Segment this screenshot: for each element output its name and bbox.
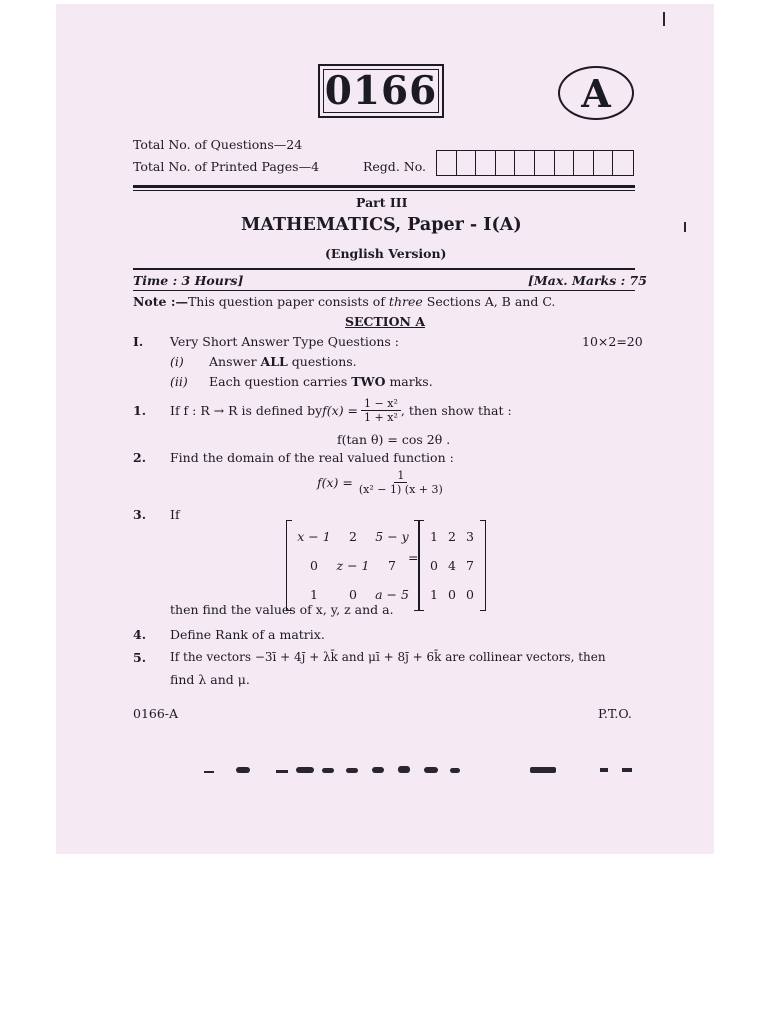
scan-artifact — [450, 768, 460, 773]
scan-artifact — [600, 768, 608, 772]
q1-numerator: 1 − x² — [361, 397, 401, 411]
scan-artifact — [684, 222, 686, 232]
instruction-i-text-a: Answer — [209, 354, 261, 369]
instruction-ii — [209, 374, 433, 389]
q5-text: If the vectors −3ī + 4j̄ + λk̄ and μī + 8j̄ + 6k̄ are collinear vectors, then — [170, 650, 606, 664]
total-questions: Total No. of Questions—24 — [133, 137, 303, 152]
matrix-cell: 3 — [466, 529, 474, 544]
q2-function — [317, 465, 446, 499]
q1-number: 1. — [133, 403, 147, 418]
q2-denominator: (x² − 1) (x + 3) — [358, 482, 443, 496]
regd-digit-box — [476, 151, 496, 175]
scan-artifact — [346, 768, 358, 773]
regd-digit-box — [437, 151, 457, 175]
footer-pto: P.T.O. — [598, 706, 632, 721]
set-letter: A — [581, 70, 611, 116]
matrix-cell: 0 — [430, 558, 438, 573]
q5-text-line2: find λ and μ. — [170, 672, 250, 687]
header-rule-thin — [133, 190, 635, 191]
total-pages: Total No. of Printed Pages—4 — [133, 159, 320, 174]
section-marks: 10×2=20 — [582, 334, 643, 349]
time-rule-bottom — [133, 290, 635, 291]
q1-text — [170, 392, 512, 428]
scan-artifact — [296, 767, 314, 773]
q2-number: 2. — [133, 450, 147, 465]
max-marks-label: [Max. Marks : 75 — [528, 273, 647, 288]
note-line — [133, 294, 555, 309]
matrix-cell: x − 1 — [297, 529, 331, 544]
matrix-cell: 0 — [310, 558, 318, 573]
q2-numerator: 1 — [394, 469, 407, 483]
regd-digit-box — [515, 151, 535, 175]
set-letter-circle — [558, 66, 634, 120]
scan-artifact — [424, 767, 438, 773]
scan-artifact — [622, 768, 632, 772]
regd-digit-box — [496, 151, 516, 175]
regd-digit-box — [457, 151, 477, 175]
footer-code: 0166-A — [133, 706, 179, 721]
matrix-cell: 1 — [310, 587, 318, 602]
matrix-cell: a − 5 — [375, 587, 409, 602]
scan-artifact — [322, 768, 334, 773]
regd-digit-box — [535, 151, 555, 175]
scan-artifact — [663, 12, 665, 26]
matrix-cell: 0 — [466, 587, 474, 602]
q1-text-b: , then show that : — [400, 402, 512, 418]
q4-number: 4. — [133, 627, 147, 642]
q1-show: f(tan θ) = cos 2θ . — [337, 432, 451, 447]
q1-denominator: 1 + x² — [364, 410, 398, 424]
q4-text: Define Rank of a matrix. — [170, 627, 325, 642]
q3-number: 3. — [133, 507, 147, 522]
q1-text-a: If f : R → R is defined by — [170, 402, 323, 418]
matrix-cell: 1 — [430, 587, 438, 602]
q3-right-matrix — [418, 520, 486, 611]
scan-artifact — [236, 767, 250, 773]
instruction-ii-num: (ii) — [170, 374, 188, 389]
time-label: Time : 3 Hours] — [133, 273, 244, 288]
q2-text: Find the domain of the real valued function : — [170, 450, 454, 465]
q5-number: 5. — [133, 650, 147, 665]
instruction-heading: Very Short Answer Type Questions : — [170, 334, 400, 349]
matrix-cell: 2 — [349, 529, 357, 544]
matrix-cell: 2 — [448, 529, 456, 544]
time-rule-top — [133, 268, 635, 270]
regd-digit-box — [555, 151, 575, 175]
q3-equals: = — [408, 550, 419, 565]
q2-fraction — [356, 469, 446, 496]
matrix-cell: 0 — [448, 587, 456, 602]
q3-left-matrix — [286, 520, 420, 611]
matrix-cell: 5 − y — [375, 529, 409, 544]
instruction-i-bold: ALL — [260, 354, 288, 369]
regd-digit-box — [574, 151, 594, 175]
instruction-number: I. — [133, 334, 144, 349]
q1-fx: f(x) = — [322, 402, 359, 418]
regd-digit-box — [613, 151, 633, 175]
note-three: three — [388, 294, 423, 309]
note-text-a: This question paper consists of — [187, 294, 389, 309]
scan-artifact — [276, 770, 288, 773]
paper-code-box-inner-border — [323, 69, 439, 113]
instruction-ii-bold: TWO — [351, 374, 386, 389]
scan-artifact — [530, 767, 556, 773]
instruction-i-text-b: questions. — [287, 354, 357, 369]
matrix-cell: 4 — [448, 558, 456, 573]
matrix-cell: 0 — [349, 587, 357, 602]
part-label: Part III — [356, 195, 408, 210]
matrix-cell: 7 — [388, 558, 396, 573]
instruction-i-num: (i) — [170, 354, 184, 369]
paper-title: MATHEMATICS, Paper - I(A) — [241, 215, 522, 235]
regd-number-boxes — [436, 150, 634, 176]
paper-code: 0166 — [324, 68, 438, 114]
q3-text: If — [170, 507, 180, 522]
matrix-cell: z − 1 — [336, 558, 370, 573]
regd-digit-box — [594, 151, 614, 175]
scan-artifact — [204, 771, 214, 773]
instruction-ii-text-a: Each question carries — [209, 374, 352, 389]
header-rule-thick — [133, 185, 635, 188]
instruction-ii-text-b: marks. — [385, 374, 433, 389]
q1-fraction — [361, 397, 401, 424]
version-label: (English Version) — [325, 246, 447, 261]
matrix-cell: 1 — [430, 529, 438, 544]
q2-fx: f(x) = — [317, 474, 353, 490]
paper-code-box — [318, 64, 444, 118]
scanned-page — [56, 4, 714, 854]
q3-find: then find the values of x, y, z and a. — [170, 602, 394, 617]
regd-label: Regd. No. — [363, 159, 426, 174]
section-heading: SECTION A — [345, 314, 426, 329]
note-label: Note :— — [133, 294, 188, 309]
scan-artifact — [372, 767, 384, 773]
note-text-b: Sections A, B and C. — [422, 294, 556, 309]
matrix-cell: 7 — [466, 558, 474, 573]
instruction-i — [209, 354, 357, 369]
scan-artifact — [398, 766, 410, 773]
